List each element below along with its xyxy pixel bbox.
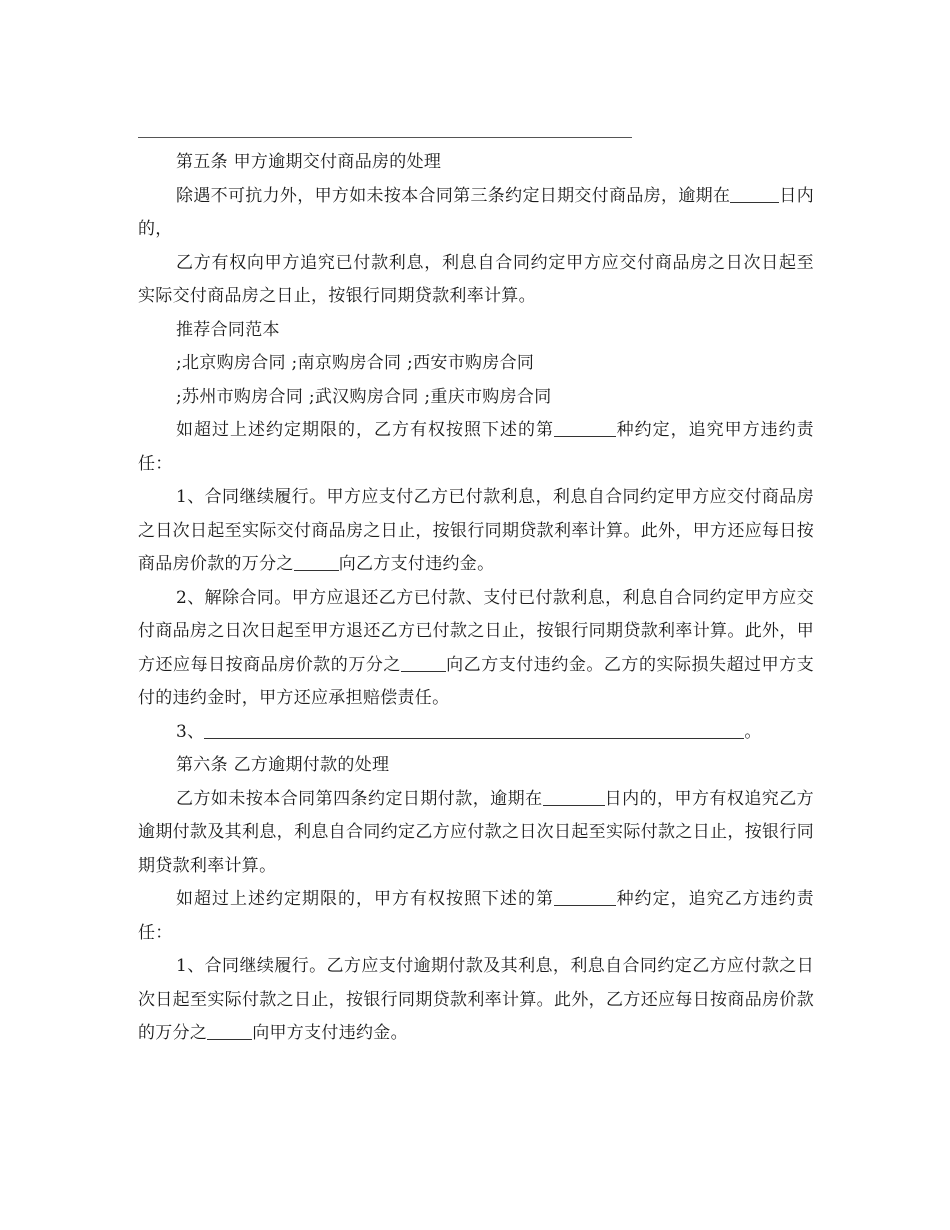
recommend-title: 推荐合同范本: [176, 319, 280, 340]
fill-blank-rate: [294, 552, 339, 571]
fill-blank-days-cont: [770, 184, 779, 203]
article-5-paragraph-2: 乙方有权向甲方追究已付款利息，利息自合同约定甲方应交付商品房之日次日起至实际交付商品房之日止，按银行同期贷款利率计算。: [138, 252, 814, 306]
fill-blank-days: [543, 787, 605, 806]
article-5-item-2: 2、解除合同。甲方应退还乙方已付款、支付已付款利息，利息自合同约定甲方应交付商品房之日次日起至甲方退还乙方已付款之日止，按银行同期贷款利率计算。此外，甲方还应每日按商品房价款的万分之 向乙方支付违约金。乙方的实际损失超过甲方支付的违约金时，甲方还应承担赔偿责任。: [138, 587, 814, 708]
article-6-paragraph-1: 乙方如未按本合同第四条约定日期付款，逾期在 日内的，甲方有权追究乙方逾期付款及其利息，利息自合同约定乙方应付款之日次日起至实际付款之日止，按银行同期贷款利率计算。: [138, 788, 814, 876]
header-rule: [138, 137, 632, 138]
contract-body: [138, 146, 814, 1051]
article-5-item-3: 3、 。: [176, 721, 762, 742]
article-6-item-1: 1、合同继续履行。乙方应支付逾期付款及其利息，利息自合同约定乙方应付款之日次日起至实际付款之日止，按银行同期贷款利率计算。此外，乙方还应每日按商品房价款的万分之 向甲方支付违约金。: [138, 956, 814, 1043]
article-5-paragraph-3: 如超过上述约定期限的，乙方有权按照下述的第 种约定，追究甲方违约责任：: [138, 420, 814, 474]
fill-blank-rate: [401, 653, 446, 672]
fill-blank-option: [554, 418, 616, 437]
article-6-heading: 第六条 乙方逾期付款的处理: [176, 755, 390, 775]
article-5-paragraph-1: 除遇不可抗力外，甲方如未按本合同第三条约定日期交付商品房，逾期在 日内的，: [138, 185, 814, 239]
fill-blank-days: [730, 184, 770, 203]
article-6-paragraph-2: 如超过上述约定期限的，甲方有权按照下述的第 种约定，追究乙方违约责任：: [138, 889, 814, 943]
recommend-links-1: ;北京购房合同 ;南京购房合同 ;西安市购房合同: [176, 353, 535, 373]
article-5-item-1: 1、合同继续履行。甲方应支付乙方已付款利息，利息自合同约定甲方应交付商品房之日次日起至实际交付商品房之日止，按银行同期贷款利率计算。此外，甲方还应每日按商品房价款的万分之 向乙方支付违约金。: [138, 487, 814, 574]
fill-blank-option: [554, 887, 616, 906]
fill-blank-item-3: [204, 720, 744, 739]
recommend-links-2: ;苏州市购房合同 ;武汉购房合同 ;重庆市购房合同: [176, 386, 552, 407]
fill-blank-rate: [207, 1021, 252, 1040]
article-5-heading: 第五条 甲方逾期交付商品房的处理: [176, 152, 442, 172]
